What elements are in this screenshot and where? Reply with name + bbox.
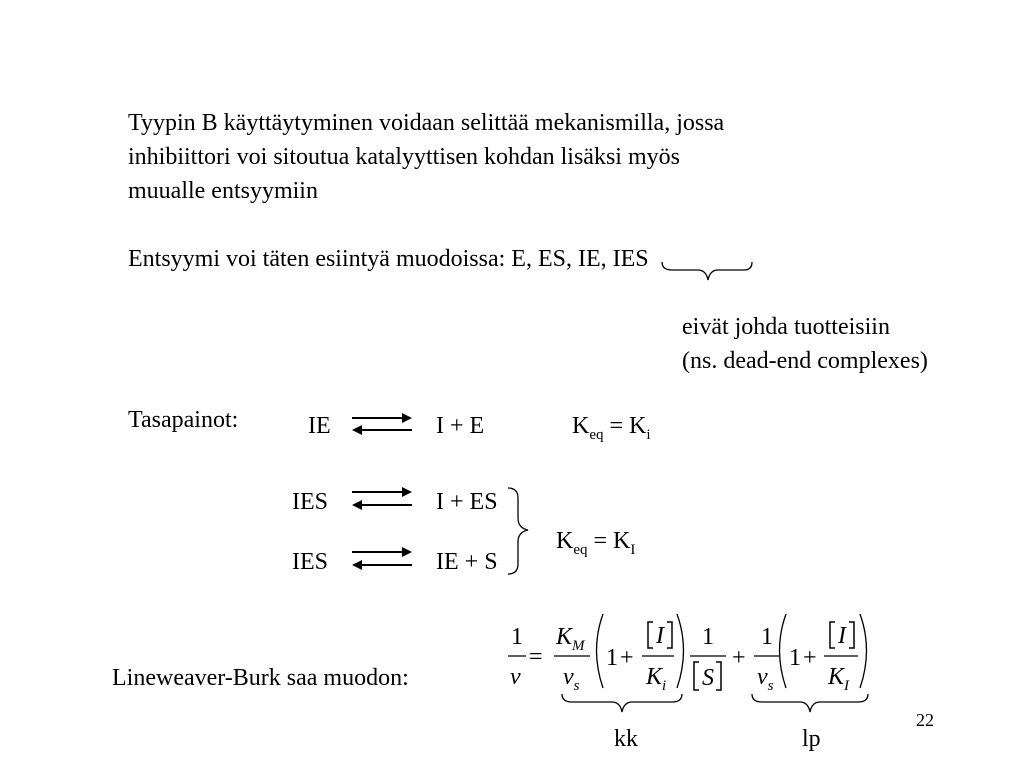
- intro-line-2: inhibiittori voi sitoutua katalyyttisen kohdan lisäksi myös: [128, 144, 680, 170]
- reactions-brace: [508, 488, 528, 574]
- reaction-3-left: IES: [292, 549, 328, 575]
- lb-one-a: 1: [606, 645, 618, 671]
- equilibria-label: Tasapainot:: [128, 407, 239, 433]
- lb-km: $K_M$: [556, 624, 585, 654]
- lb-Ki: $K_i$: [646, 664, 667, 694]
- lb-one-b: 1: [702, 624, 714, 650]
- dead-end-line-1: eivät johda tuotteisiin: [682, 314, 890, 340]
- equilibrium-arrow-2: [352, 487, 412, 510]
- reaction-1-right: I + E: [436, 413, 485, 439]
- lb-denominator-v: v: [510, 664, 521, 690]
- dead-end-brace: [662, 262, 752, 280]
- intro-line-3: muualle entsyymiin: [128, 178, 318, 204]
- lb-one-c: 1: [761, 624, 773, 650]
- equilibrium-arrow-3: [352, 547, 412, 570]
- page-number: 22: [916, 710, 934, 730]
- lb-vs-2: $v_s$: [757, 664, 774, 694]
- lb-I-b: I: [838, 623, 846, 649]
- reaction-2-right: I + ES: [436, 489, 498, 515]
- lb-one-d: 1: [789, 645, 801, 671]
- reaction-2-left: IES: [292, 489, 328, 515]
- concentration-brackets: [648, 622, 854, 690]
- paren-right-1: [677, 614, 684, 688]
- lb-lp-label: lp: [802, 726, 821, 752]
- lb-KI: $K_I$: [828, 664, 850, 694]
- lb-kk-label: kk: [614, 726, 638, 752]
- lineweaver-label: Lineweaver-Burk saa muodon:: [112, 665, 409, 691]
- lb-S: S: [702, 665, 714, 691]
- lb-numerator-1: 1: [511, 624, 523, 650]
- lb-I-a: I: [656, 623, 664, 649]
- lb-plus-a: +: [620, 645, 634, 671]
- reaction-23-constant: $K_{eq} = K_I$: [556, 528, 636, 558]
- reaction-3-right: IE + S: [436, 549, 498, 575]
- equilibrium-arrows: [352, 413, 412, 570]
- paren-left-2: [780, 614, 787, 688]
- intro-paragraph: [128, 106, 724, 208]
- equilibrium-arrow-1: [352, 413, 412, 435]
- intro-line-1: Tyypin B käyttäytyminen voidaan selittää mekanismilla, jossa: [128, 110, 725, 136]
- dead-end-line-2: (ns. dead-end complexes): [682, 348, 928, 374]
- lb-plus-c: +: [803, 645, 817, 671]
- paren-left-1: [597, 614, 604, 688]
- reaction-1-constant: $K_{eq} = K_i$: [572, 413, 651, 443]
- paren-right-2: [860, 614, 867, 688]
- lb-equals: =: [529, 644, 543, 670]
- lb-vs-1: $v_s$: [563, 664, 580, 694]
- lb-plus-b: +: [732, 645, 746, 671]
- enzyme-forms-text: Entsyymi voi täten esiintyä muodoissa: E, ES, IE, IES: [128, 246, 649, 272]
- reaction-1-left: IE: [308, 413, 331, 439]
